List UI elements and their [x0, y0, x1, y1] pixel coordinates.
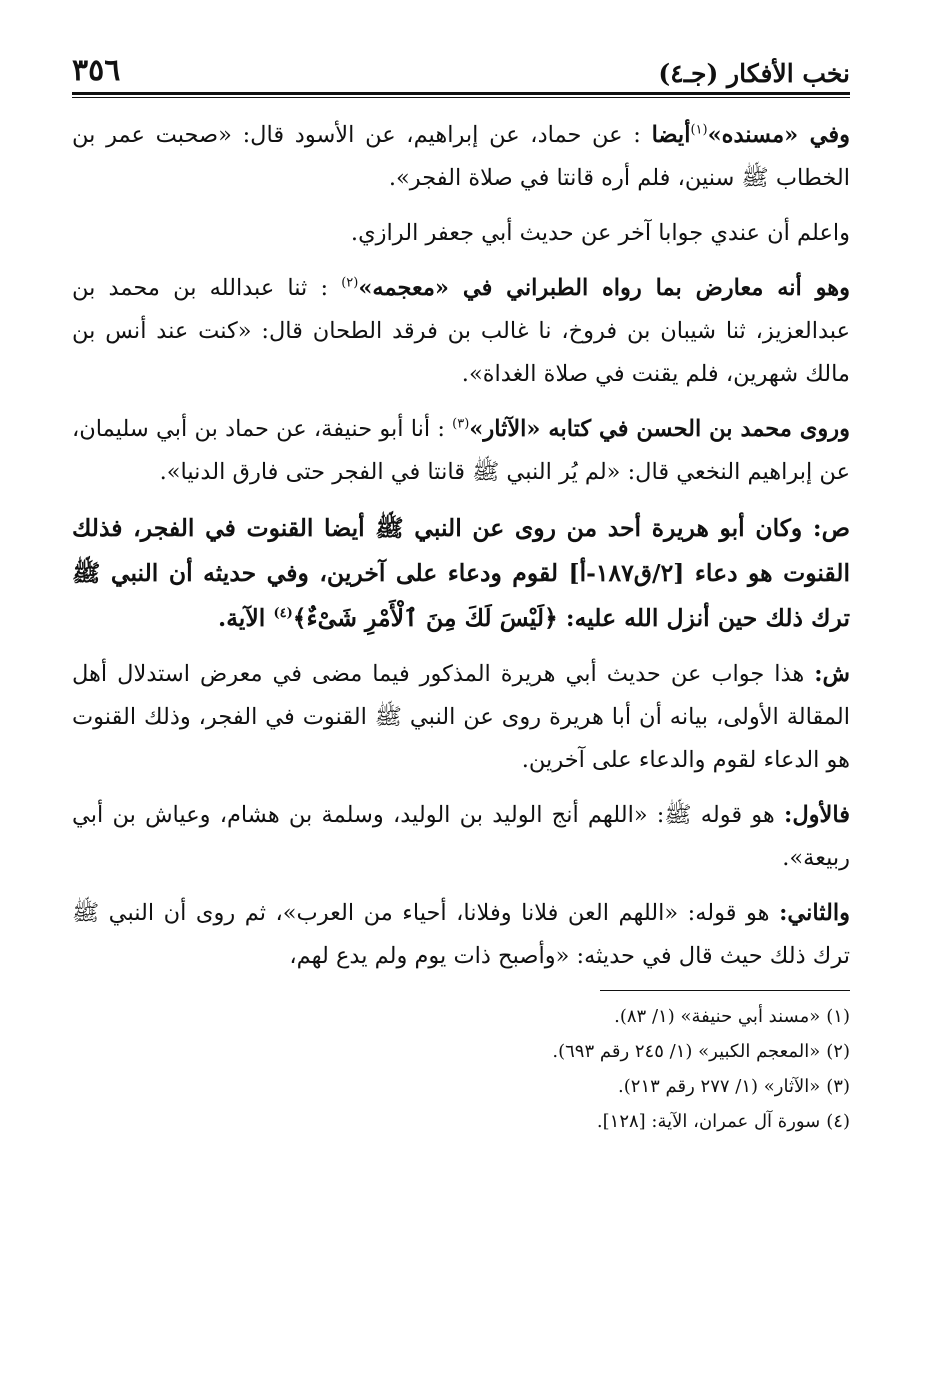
paragraph: [72, 892, 850, 978]
paragraph-lead: وفي «مسنده»: [707, 122, 850, 148]
paragraph: [72, 267, 850, 396]
paragraph: [72, 408, 850, 494]
body-text: [72, 114, 850, 978]
footnote-text: «الآثار» (١/ ٢٧٧ رقم ٢١٣).: [618, 1076, 821, 1097]
paragraph-lead: وهو أنه معارض بما رواه الطبراني في «معجمه»: [358, 275, 850, 301]
footnote: [72, 1069, 850, 1104]
paragraph-lead: ش:: [814, 661, 850, 687]
paragraph: [72, 114, 850, 200]
header-rule-thin: [72, 97, 850, 98]
paragraph-lead: وروى محمد بن الحسن في كتابه «الآثار»: [469, 416, 850, 442]
page-number: ٣٥٦: [72, 53, 121, 88]
footnote-ref: (١): [690, 122, 708, 138]
paragraph-lead: والثاني:: [779, 900, 851, 926]
footnote-number: (١): [826, 1006, 850, 1027]
footnote: [72, 999, 850, 1034]
footnote: [72, 1034, 850, 1069]
paragraph-text: هذا جواب عن حديث أبي هريرة المذكور فيما مضى في معرض استدلال أهل المقالة الأولى، بيانه أن أبا هريرة روى عن النبي ﷺ القنوت في الفجر، وذلك القنوت هو الدعاء لقوم والدعاء على آخرين.: [72, 661, 850, 773]
footnote-rule: [600, 990, 850, 991]
paragraph-text: واعلم أن عندي جوابا آخر عن حديث أبي جعفر الرازي.: [350, 220, 850, 246]
paragraph-lead: ص:: [812, 514, 851, 542]
paragraph-lead: فالأول:: [784, 802, 850, 828]
footnotes: [72, 999, 850, 1139]
paragraph: [72, 212, 850, 255]
footnote-ref: (٤): [273, 606, 293, 622]
paragraph-text: : ثنا عبدالله بن محمد بن عبدالعزيز، ثنا شيبان بن فروخ، نا غالب بن فرقد الطحان قال: «كنت عند أنس بن مالك شهرين، فلم يقنت في صلاة الغداة».: [72, 275, 850, 387]
footnote-text: سورة آل عمران، الآية: [١٢٨].: [596, 1111, 821, 1132]
header-rule-thick: [72, 92, 850, 95]
paragraph-text: : أنا أبو حنيفة، عن حماد بن أبي سليمان، عن إبراهيم النخعي قال: «لم يُر النبي ﷺ قانتا في الفجر حتى فارق الدنيا».: [72, 416, 850, 485]
paragraph-text: : عن حماد، عن إبراهيم، عن الأسود قال: «صحبت عمر بن الخطاب ﷺ سنين، فلم أره قانتا في صلاة الفجر».: [72, 122, 850, 191]
paragraph-text: هو قوله: «اللهم العن فلانا وفلانا، أحياء من العرب»، ثم روى أن النبي ﷺ ترك ذلك حيث قال في حديثه: «وأصبح ذات يوم ولم يدع لهم،: [72, 900, 850, 969]
paragraph-text: هو قوله ﷺ: «اللهم أنج الوليد بن الوليد، وسلمة بن هشام، وعياش بن أبي ربيعة».: [72, 802, 850, 871]
footnote: [72, 1104, 850, 1139]
paragraph: [72, 794, 850, 880]
footnote-number: (٢): [826, 1041, 850, 1062]
page-header: [72, 46, 850, 88]
footnote-ref: (٢): [341, 275, 359, 291]
footnote-text: «مسند أبي حنيفة» (١/ ٨٣).: [614, 1006, 821, 1027]
paragraph: [72, 653, 850, 782]
footnote-number: (٣): [826, 1076, 850, 1097]
paragraph-text: وكان أبو هريرة أحد من روى عن النبي ﷺ أيضا القنوت في الفجر، فذلك القنوت هو دعاء [٢/ق١٨٧-أ] لقوم ودعاء على آخرين، وفي حديثه أن النبي ﷺ ترك ذلك حين أنزل الله عليه: ﴿لَيْسَ لَكَ مِنَ ٱلْأَمْرِ شَىْءٌ﴾: [72, 514, 850, 632]
paragraph-lead-2: أيضا: [651, 122, 691, 148]
matn-paragraph: [72, 506, 850, 641]
paragraph-text-end: الآية.: [218, 604, 266, 632]
footnote-ref: (٣): [452, 416, 470, 432]
book-title: نخب الأفكار (جـ٤): [658, 59, 850, 88]
document-page: [72, 46, 850, 1346]
footnote-text: «المعجم الكبير» (١/ ٢٤٥ رقم ٦٩٣).: [552, 1041, 821, 1062]
footnote-number: (٤): [826, 1111, 850, 1132]
